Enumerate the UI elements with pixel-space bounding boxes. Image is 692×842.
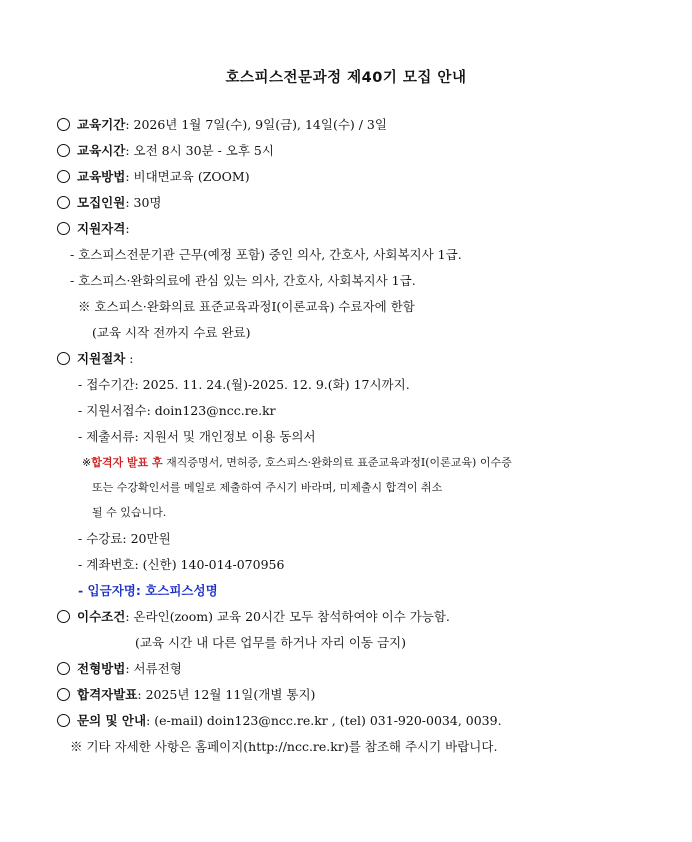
- circle-bullet-icon: [57, 118, 70, 131]
- item-label: 교육시간: [77, 143, 126, 158]
- circle-bullet-icon: [57, 352, 70, 365]
- item-label: 이수조건: [77, 609, 126, 624]
- procedure-email: - 지원서접수: doin123@ncc.re.kr: [78, 403, 276, 418]
- qualification-line: - 호스피스·완화의료에 관심 있는 의사, 간호사, 사회복지사 1급.: [70, 273, 416, 288]
- item-value: : (e-mail) doin123@ncc.re.kr , (tel) 031-920-0034, 0039.: [146, 713, 502, 728]
- item-selection: [57, 660, 182, 678]
- item-value: : 오전 8시 30분 - 오후 5시: [125, 143, 274, 158]
- circle-bullet-icon: [57, 170, 70, 183]
- procedure-reception: - 접수기간: 2025. 11. 24.(월)-2025. 12. 9.(화) 17시까지.: [78, 377, 410, 392]
- item-value: : 2025년 12월 11일(개별 통지): [137, 687, 316, 702]
- qualification-note: ※ 호스피스·완화의료 표준교육과정Ⅰ(이론교육) 수료자에 한함: [78, 299, 415, 314]
- item-time: [57, 142, 274, 160]
- item-value: :: [125, 351, 134, 366]
- note-text: 재직증명서, 면허증, 호스피스·완화의료 표준교육과정Ⅰ(이론교육) 이수증: [162, 456, 512, 469]
- item-label: 전형방법: [77, 661, 126, 676]
- circle-bullet-icon: [57, 688, 70, 701]
- item-label: 교육방법: [77, 169, 126, 184]
- item-announcement: [57, 686, 315, 704]
- circle-bullet-icon: [57, 662, 70, 675]
- item-label: 지원절차: [77, 351, 126, 366]
- item-value: : 비대면교육 (ZOOM): [125, 169, 250, 184]
- item-procedure: [57, 350, 134, 368]
- page-title: 호스피스전문과정 제40기 모집 안내: [225, 70, 467, 86]
- item-method: [57, 168, 250, 186]
- item-label: 문의 및 안내: [77, 713, 147, 728]
- item-value: : 2026년 1월 7일(수), 9일(금), 14일(수) / 3일: [125, 117, 387, 132]
- item-label: 지원자격: [77, 221, 126, 236]
- procedure-note-line: 될 수 있습니다.: [92, 506, 167, 519]
- procedure-note: [82, 454, 512, 472]
- procedure-fee: - 수강료: 20만원: [78, 531, 171, 546]
- item-label: 교육기간: [77, 117, 126, 132]
- circle-bullet-icon: [57, 610, 70, 623]
- circle-bullet-icon: [57, 196, 70, 209]
- completion-note: (교육 시간 내 다른 업무를 하거나 자리 이동 금지): [135, 635, 406, 650]
- item-qualification: [57, 220, 130, 238]
- item-value: : 서류전형: [125, 661, 182, 676]
- procedure-documents: - 제출서류: 지원서 및 개인정보 이용 동의서: [78, 429, 316, 444]
- procedure-note-line: 또는 수강확인서를 메일로 제출하여 주시기 바라며, 미제출시 합격이 취소: [92, 481, 443, 494]
- qualification-line: - 호스피스전문기관 근무(예정 포함) 중인 의사, 간호사, 사회복지사 1급.: [70, 247, 462, 262]
- item-value: : 온라인(zoom) 교육 20시간 모두 참석하여야 이수 가능함.: [125, 609, 450, 624]
- item-value: : 30명: [125, 195, 162, 210]
- circle-bullet-icon: [57, 222, 70, 235]
- footer-note: ※ 기타 자세한 사항은 홈페이지(http://ncc.re.kr)를 참조해 주시기 바랍니다.: [70, 739, 498, 754]
- circle-bullet-icon: [57, 144, 70, 157]
- item-label: 합격자발표: [77, 687, 138, 702]
- procedure-account: - 계좌번호: (신한) 140-014-070956: [78, 557, 285, 572]
- item-completion: [57, 608, 450, 626]
- item-label: 모집인원: [77, 195, 126, 210]
- item-capacity: [57, 194, 161, 212]
- item-period: [57, 116, 387, 134]
- note-highlight: 합격자 발표 후: [91, 456, 163, 469]
- procedure-depositor: - 입금자명: 호스피스성명: [78, 583, 218, 598]
- item-contact: [57, 712, 502, 730]
- item-value: :: [125, 221, 130, 236]
- qualification-note-sub: (교육 시작 전까지 수료 완료): [92, 325, 251, 340]
- circle-bullet-icon: [57, 714, 70, 727]
- note-mark: ※: [82, 456, 92, 469]
